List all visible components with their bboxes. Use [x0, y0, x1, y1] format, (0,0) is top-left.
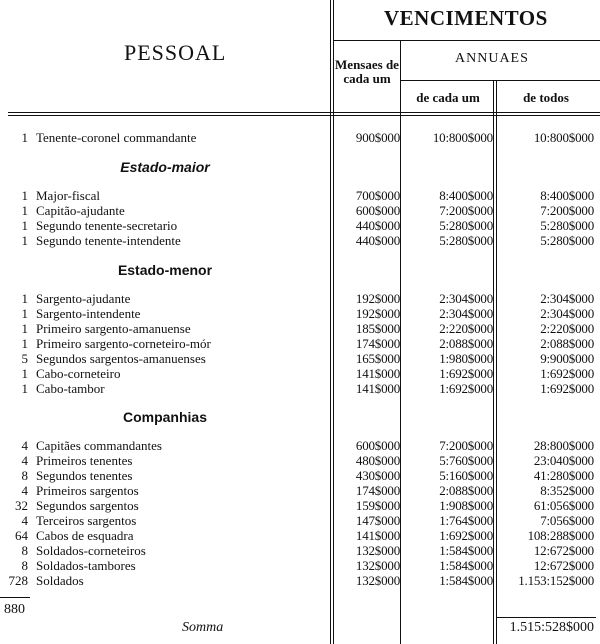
de-cada-um-column-header: de cada um — [416, 90, 480, 105]
row-annual-each: 1:692$000 — [439, 381, 493, 396]
row-quantity: 8 — [21, 468, 28, 483]
row-description: Capitães commandantes — [36, 438, 162, 453]
row-annual-all: 8:352$000 — [540, 483, 594, 498]
table-row — [0, 513, 600, 528]
row-annual-all: 8:400$000 — [540, 188, 594, 203]
row-annual-each: 10:800$000 — [432, 130, 493, 145]
row-quantity: 4 — [21, 453, 28, 468]
row-annual-all: 12:672$000 — [533, 543, 594, 558]
table-row — [0, 188, 600, 203]
table-row — [0, 438, 600, 453]
section-estado-menor: Estado-menor — [117, 262, 213, 278]
row-annual-each: 5:160$000 — [439, 468, 493, 483]
row-monthly-pay: 132$000 — [355, 543, 400, 558]
row-description: Segundos sargentos-amanuenses — [36, 351, 206, 366]
row-annual-each: 1:980$000 — [439, 351, 493, 366]
row-annual-each: 5:280$000 — [439, 218, 493, 233]
table-row — [0, 453, 600, 468]
row-description: Capitão-ajudante — [36, 203, 125, 218]
row-annual-all: 1:692$000 — [540, 366, 594, 381]
row-annual-all: 10:800$000 — [533, 130, 594, 145]
vencimentos-heading: VENCIMENTOS — [384, 6, 548, 30]
table-row — [0, 558, 600, 573]
row-annual-all: 23:040$000 — [533, 453, 594, 468]
row-annual-each: 1:692$000 — [439, 528, 493, 543]
table-row — [0, 218, 600, 233]
row-annual-all: 61:056$000 — [533, 498, 594, 513]
row-quantity: 4 — [21, 438, 28, 453]
row-quantity: 8 — [21, 558, 28, 573]
row-annual-all: 2:220$000 — [540, 321, 594, 336]
row-quantity: 1 — [21, 336, 28, 351]
row-annual-each: 1:584$000 — [439, 573, 493, 588]
row-annual-all: 1.153:152$000 — [518, 573, 594, 588]
row-annual-all: 2:088$000 — [540, 336, 594, 351]
table-row — [0, 233, 600, 248]
table-row — [0, 291, 600, 306]
table-row — [0, 336, 600, 351]
row-description: Primeiro sargento-corneteiro-mór — [36, 336, 211, 351]
table-row — [0, 468, 600, 483]
header-rule — [400, 80, 600, 81]
row-annual-each: 7:200$000 — [439, 203, 493, 218]
row-monthly-pay: 185$000 — [355, 321, 400, 336]
row-monthly-pay: 141$000 — [355, 528, 400, 543]
row-annual-all: 1:692$000 — [540, 381, 594, 396]
row-monthly-pay: 141$000 — [355, 381, 400, 396]
row-annual-each: 1:584$000 — [439, 558, 493, 573]
row-quantity: 5 — [21, 351, 28, 366]
row-quantity: 1 — [21, 306, 28, 321]
row-quantity: 64 — [15, 528, 28, 543]
row-monthly-pay: 141$000 — [355, 366, 400, 381]
table-row — [0, 351, 600, 366]
row-quantity: 1 — [21, 130, 28, 145]
row-monthly-pay: 430$000 — [355, 468, 400, 483]
section-estado-maior: Estado-maior — [120, 159, 210, 175]
row-quantity: 4 — [21, 483, 28, 498]
row-quantity: 8 — [21, 543, 28, 558]
somma-rule — [496, 617, 596, 618]
section-companhias: Companhias — [122, 409, 207, 425]
row-description: Segundos sargentos — [36, 498, 139, 513]
row-description: Segundo tenente-intendente — [36, 233, 181, 248]
row-monthly-pay: 700$000 — [355, 188, 400, 203]
row-monthly-pay: 165$000 — [355, 351, 400, 366]
row-description: Major-fiscal — [36, 188, 100, 203]
row-annual-each: 1:584$000 — [439, 543, 493, 558]
table-row — [0, 306, 600, 321]
pessoal-heading: PESSOAL — [124, 40, 227, 65]
row-annual-all: 2:304$000 — [540, 306, 594, 321]
row-annual-each: 2:304$000 — [439, 306, 493, 321]
row-monthly-pay: 900$000 — [355, 130, 400, 145]
row-description: Cabo-corneteiro — [36, 366, 121, 381]
row-quantity: 4 — [21, 513, 28, 528]
row-description: Sargento-ajudante — [36, 291, 131, 306]
row-annual-each: 5:280$000 — [439, 233, 493, 248]
table-row — [0, 498, 600, 513]
row-annual-each: 2:088$000 — [439, 336, 493, 351]
row-description: Segundo tenente-secretario — [36, 218, 178, 233]
row-monthly-pay: 440$000 — [355, 218, 400, 233]
row-annual-all: 12:672$000 — [533, 558, 594, 573]
row-quantity: 32 — [15, 498, 28, 513]
row-monthly-pay: 132$000 — [355, 573, 400, 588]
somma-value: 1.515:528$000 — [509, 620, 594, 635]
row-description: Cabo-tambor — [36, 381, 105, 396]
row-annual-each: 1:908$000 — [439, 498, 493, 513]
row-monthly-pay: 440$000 — [355, 233, 400, 248]
row-monthly-pay: 600$000 — [355, 203, 400, 218]
row-annual-all: 28:800$000 — [533, 438, 594, 453]
table-row — [0, 543, 600, 558]
row-annual-each: 5:760$000 — [439, 453, 493, 468]
row-annual-all: 9:900$000 — [540, 351, 594, 366]
row-description: Cabos de esquadra — [36, 528, 134, 543]
table-row — [0, 573, 600, 588]
table-row — [0, 366, 600, 381]
row-monthly-pay: 600$000 — [355, 438, 400, 453]
header-rule — [333, 40, 600, 41]
row-monthly-pay: 147$000 — [355, 513, 400, 528]
row-annual-all: 7:200$000 — [540, 203, 594, 218]
total-personnel: 880 — [4, 602, 25, 617]
row-description: Primeiros sargentos — [36, 483, 139, 498]
header-bottom-rule — [8, 115, 600, 116]
row-quantity: 1 — [21, 188, 28, 203]
row-annual-all: 7:056$000 — [540, 513, 594, 528]
row-monthly-pay: 159$000 — [355, 498, 400, 513]
somma-label: Somma — [182, 620, 224, 635]
row-annual-all: 41:280$000 — [533, 468, 594, 483]
row-monthly-pay: 132$000 — [355, 558, 400, 573]
row-monthly-pay: 174$000 — [355, 483, 400, 498]
table-row — [0, 483, 600, 498]
row-description: Primeiros tenentes — [36, 453, 133, 468]
row-monthly-pay: 174$000 — [355, 336, 400, 351]
annuaes-heading: ANNUAES — [455, 51, 529, 66]
mensaes-column-header: Mensaes de cada um — [335, 57, 399, 86]
row-description: Soldados-tambores — [36, 558, 136, 573]
row-quantity: 728 — [8, 573, 28, 588]
row-description: Primeiro sargento-amanuense — [36, 321, 191, 336]
row-annual-all: 5:280$000 — [540, 218, 594, 233]
de-todos-column-header: de todos — [523, 90, 569, 105]
row-annual-each: 2:220$000 — [439, 321, 493, 336]
row-quantity: 1 — [21, 218, 28, 233]
row-annual-all: 5:280$000 — [540, 233, 594, 248]
row-description: Tenente-coronel commandante — [36, 130, 197, 145]
row-annual-each: 1:764$000 — [439, 513, 493, 528]
total-rule — [0, 597, 30, 598]
row-annual-each: 2:088$000 — [439, 483, 493, 498]
row-quantity: 1 — [21, 321, 28, 336]
row-annual-each: 1:692$000 — [439, 366, 493, 381]
row-annual-all: 2:304$000 — [540, 291, 594, 306]
row-annual-each: 8:400$000 — [439, 188, 493, 203]
row-annual-each: 7:200$000 — [439, 438, 493, 453]
row-quantity: 1 — [21, 203, 28, 218]
table-row — [0, 321, 600, 336]
row-quantity: 1 — [21, 381, 28, 396]
row-monthly-pay: 192$000 — [355, 291, 400, 306]
row-monthly-pay: 192$000 — [355, 306, 400, 321]
row-annual-each: 2:304$000 — [439, 291, 493, 306]
row-description: Soldados-corneteiros — [36, 543, 146, 558]
row-annual-all: 108:288$000 — [527, 528, 594, 543]
row-monthly-pay: 480$000 — [355, 453, 400, 468]
row-description: Segundos tenentes — [36, 468, 133, 483]
row-quantity: 1 — [21, 291, 28, 306]
row-description: Terceiros sargentos — [36, 513, 137, 528]
table-row — [0, 528, 600, 543]
header-bottom-rule — [8, 112, 600, 113]
table-row — [0, 130, 600, 145]
row-description: Soldados — [36, 573, 84, 588]
table-row — [0, 203, 600, 218]
row-quantity: 1 — [21, 366, 28, 381]
row-quantity: 1 — [21, 233, 28, 248]
row-description: Sargento-intendente — [36, 306, 141, 321]
table-row — [0, 381, 600, 396]
